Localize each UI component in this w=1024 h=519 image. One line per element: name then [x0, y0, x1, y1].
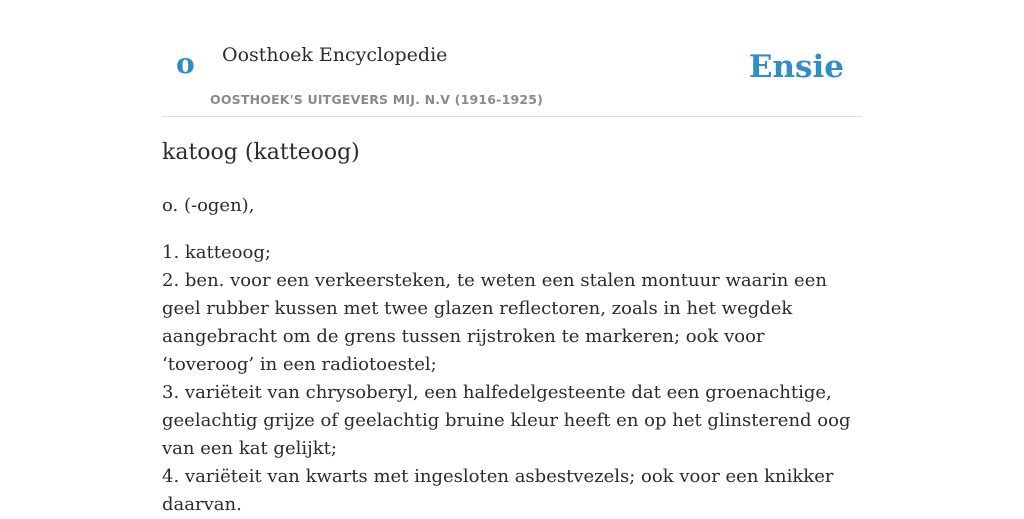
definition-list: [162, 239, 862, 519]
source-logo[interactable]: o: [176, 47, 195, 80]
definition-item: 1. katteoog;: [162, 242, 271, 263]
definition-item: 3. variëteit van chrysoberyl, een halfedelgesteente dat een groenachtige, geelachtig grijze of geelachtig bruine kleur heeft en op het glinsterend oog van een kat gelijkt;: [162, 382, 851, 459]
brand-logo-link[interactable]: Ensie: [748, 49, 844, 85]
source-header: [162, 0, 862, 117]
source-subtitle: OOSTHOEK'S UITGEVERS MIJ. N.V (1916-1925): [210, 92, 544, 107]
entry-headword: katoog (katteoog): [162, 140, 360, 165]
source-title[interactable]: Oosthoek Encyclopedie: [222, 44, 448, 66]
definition-item: 4. variëteit van kwarts met ingesloten asbestvezels; ook voor een knikker daarvan.: [162, 466, 834, 515]
definition-item: 2. ben. voor een verkeersteken, te weten een stalen montuur waarin een geel rubber kussen met twee glazen reflectoren, zoals in het wegdek aangebracht om de grens tussen rijstroken te markeren; ook voor ‘toveroog’ in een radiotoestel;: [162, 270, 827, 375]
entry-card: [162, 0, 862, 515]
entry-grammar: o. (-ogen),: [162, 195, 255, 216]
